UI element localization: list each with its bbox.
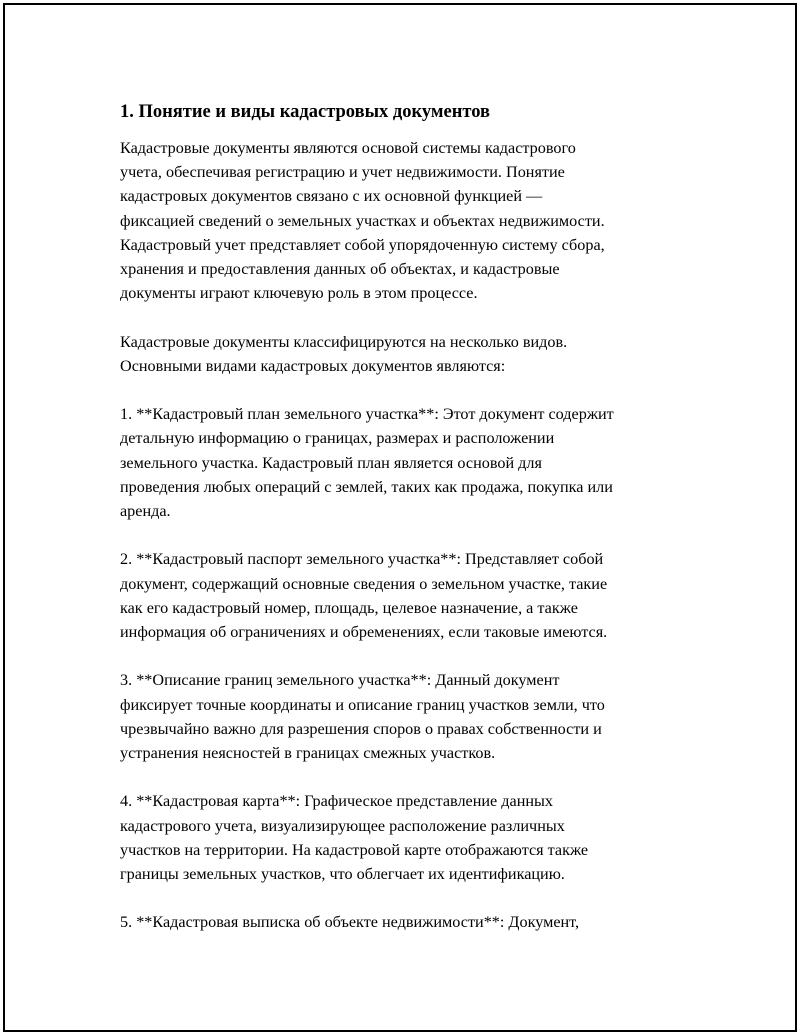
section-title: 1. Понятие и виды кадастровых документов bbox=[120, 102, 491, 122]
list-item-boundary-description: 3. **Описание границ земельного участка**: Данный документ фиксирует точные координаты и описание границ участков земли, что чрезвычайно важно для разрешения споров о правах собственности и устранения неясностей в границах смежных участков. bbox=[120, 671, 605, 763]
paragraph-classification: Кадастровые документы классифицируются на несколько видов. Основными видами кадастровых документов являются: bbox=[120, 332, 568, 375]
list-item-cadastral-extract: 5. **Кадастровая выписка об объекте недвижимости**: Документ, bbox=[120, 913, 580, 932]
list-item-cadastral-passport: 2. **Кадастровый паспорт земельного участка**: Представляет собой документ, содержащий основные сведения о земельном участке, такие как его кадастровый номер, площадь, целевое назначение, а также информация об ограничениях и обременениях, если таковые имеются. bbox=[120, 550, 608, 642]
document-page bbox=[3, 3, 797, 1032]
paragraph-intro: Кадастровые документы являются основой системы кадастрового учета, обеспечивая регистрацию и учет недвижимости. Понятие кадастровых документов связано с их основной функцией — фиксацией сведений о земельных участках и объектах недвижимости. Кадастровый учет представляет собой упорядоченную систему сбора, хранения и предоставления данных об объектах, и кадастровые документы играют ключевую роль в этом процессе. bbox=[120, 139, 605, 303]
list-item-cadastral-map: 4. **Кадастровая карта**: Графическое представление данных кадастрового учета, визуализирующее расположение различных участков на территории. На кадастровой карте отображаются также границы земельных участков, что облегчает их идентификацию. bbox=[120, 792, 589, 884]
document-content bbox=[120, 100, 700, 959]
list-item-cadastral-plan: 1. **Кадастровый план земельного участка**: Этот документ содержит детальную информацию о границах, размерах и расположении земельного участка. Кадастровый план является основой для проведения любых операций с землей, таких как продажа, покупка или аренда. bbox=[120, 405, 614, 521]
